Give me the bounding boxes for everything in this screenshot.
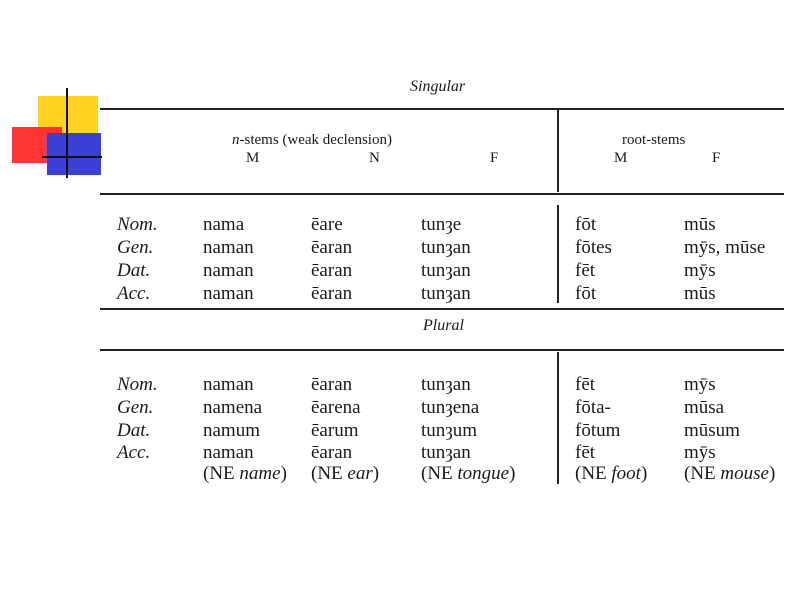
form-root-f: mūsum — [684, 420, 740, 441]
form-m: namena — [203, 397, 263, 418]
gloss-word: ear — [347, 463, 373, 484]
form-n: ēaran — [311, 260, 353, 281]
rule-plural-divider — [557, 352, 559, 484]
form-root-f: mȳs — [684, 374, 716, 395]
form-n: ēarum — [311, 420, 359, 441]
gender-n: N — [369, 150, 380, 166]
singular-label: Singular — [410, 78, 466, 95]
form-root-m: fēt — [575, 374, 596, 395]
logo-line-vertical — [66, 88, 68, 178]
gloss-root-m — [575, 463, 647, 485]
form-root-m: fēt — [575, 442, 596, 463]
form-f: tunȝe — [421, 214, 462, 235]
rule-header-bottom — [100, 193, 784, 195]
case-label: Gen. — [117, 237, 154, 258]
gloss-ne: (NE — [421, 463, 458, 484]
case-label: Dat. — [117, 260, 151, 281]
gloss-close: ) — [768, 463, 776, 484]
gloss-ne: (NE — [575, 463, 612, 484]
gloss-word: mouse — [720, 463, 769, 484]
gloss-ne: (NE — [311, 463, 348, 484]
gloss-close: ) — [372, 463, 380, 484]
form-n: ēaran — [311, 442, 353, 463]
case-label: Dat. — [117, 420, 151, 441]
gloss-close: ) — [640, 463, 648, 484]
gloss-n — [311, 463, 379, 485]
plural-label: Plural — [423, 317, 464, 334]
nstems-title-rest: -stems (weak declension) — [239, 132, 392, 148]
form-n: ēarena — [311, 397, 361, 418]
form-m: naman — [203, 237, 254, 258]
case-label: Acc. — [117, 442, 151, 463]
rule-plural-top — [100, 308, 784, 310]
logo-square-blue — [47, 133, 101, 175]
form-n: ēaran — [311, 374, 353, 395]
rootstems-title: root-stems — [622, 132, 686, 148]
form-f: tunȝan — [421, 260, 471, 281]
gloss-word: tongue — [457, 463, 510, 484]
nstems-title — [232, 132, 392, 149]
gloss-word: name — [239, 463, 281, 484]
gloss-m — [203, 463, 287, 485]
rule-singular-divider — [557, 205, 559, 303]
form-root-f: mūs — [684, 283, 716, 304]
form-root-m: fōtum — [575, 420, 621, 441]
form-f: tunȝan — [421, 374, 471, 395]
gloss-root-f — [684, 463, 775, 485]
rule-plural-bottom — [100, 349, 784, 351]
form-f: tunȝan — [421, 283, 471, 304]
case-label: Gen. — [117, 397, 154, 418]
gloss-close: ) — [280, 463, 287, 484]
form-f: tunȝum — [421, 420, 478, 441]
right-crop-mask — [784, 0, 800, 600]
gender-f: F — [490, 150, 499, 166]
rule-top — [100, 108, 784, 110]
form-m: naman — [203, 442, 254, 463]
form-f: tunȝan — [421, 442, 471, 463]
gender-m: M — [246, 150, 260, 166]
form-m: nama — [203, 214, 245, 235]
form-n: ēaran — [311, 283, 353, 304]
form-root-m: fēt — [575, 260, 596, 281]
form-f: tunȝan — [421, 237, 471, 258]
form-root-f: mȳs — [684, 260, 716, 281]
form-m: naman — [203, 283, 254, 304]
form-n: ēare — [311, 214, 343, 235]
form-root-f: mȳs, mūse — [684, 237, 766, 258]
form-root-f: mȳs — [684, 442, 716, 463]
form-m: naman — [203, 260, 254, 281]
form-m: naman — [203, 374, 254, 395]
form-root-f: mūs — [684, 214, 716, 235]
rule-header-divider — [557, 110, 559, 192]
case-label: Nom. — [117, 374, 158, 395]
root-gender-f: F — [712, 150, 721, 166]
logo-line-horizontal — [42, 156, 102, 158]
form-root-m: fōt — [575, 214, 597, 235]
form-m: namum — [203, 420, 260, 441]
case-label: Acc. — [117, 283, 151, 304]
form-root-m: fōt — [575, 283, 597, 304]
gloss-word: foot — [611, 463, 641, 484]
gloss-close: ) — [509, 463, 516, 484]
form-root-f: mūsa — [684, 397, 725, 418]
case-label: Nom. — [117, 214, 158, 235]
gloss-ne: (NE — [684, 463, 721, 484]
form-root-m: fōta- — [575, 397, 611, 418]
form-root-m: fōtes — [575, 237, 612, 258]
form-f: tunȝena — [421, 397, 480, 418]
form-n: ēaran — [311, 237, 353, 258]
gloss-f — [421, 463, 515, 485]
nstems-title-n: n — [232, 132, 240, 148]
gloss-ne: (NE — [203, 463, 240, 484]
root-gender-m: M — [614, 150, 628, 166]
